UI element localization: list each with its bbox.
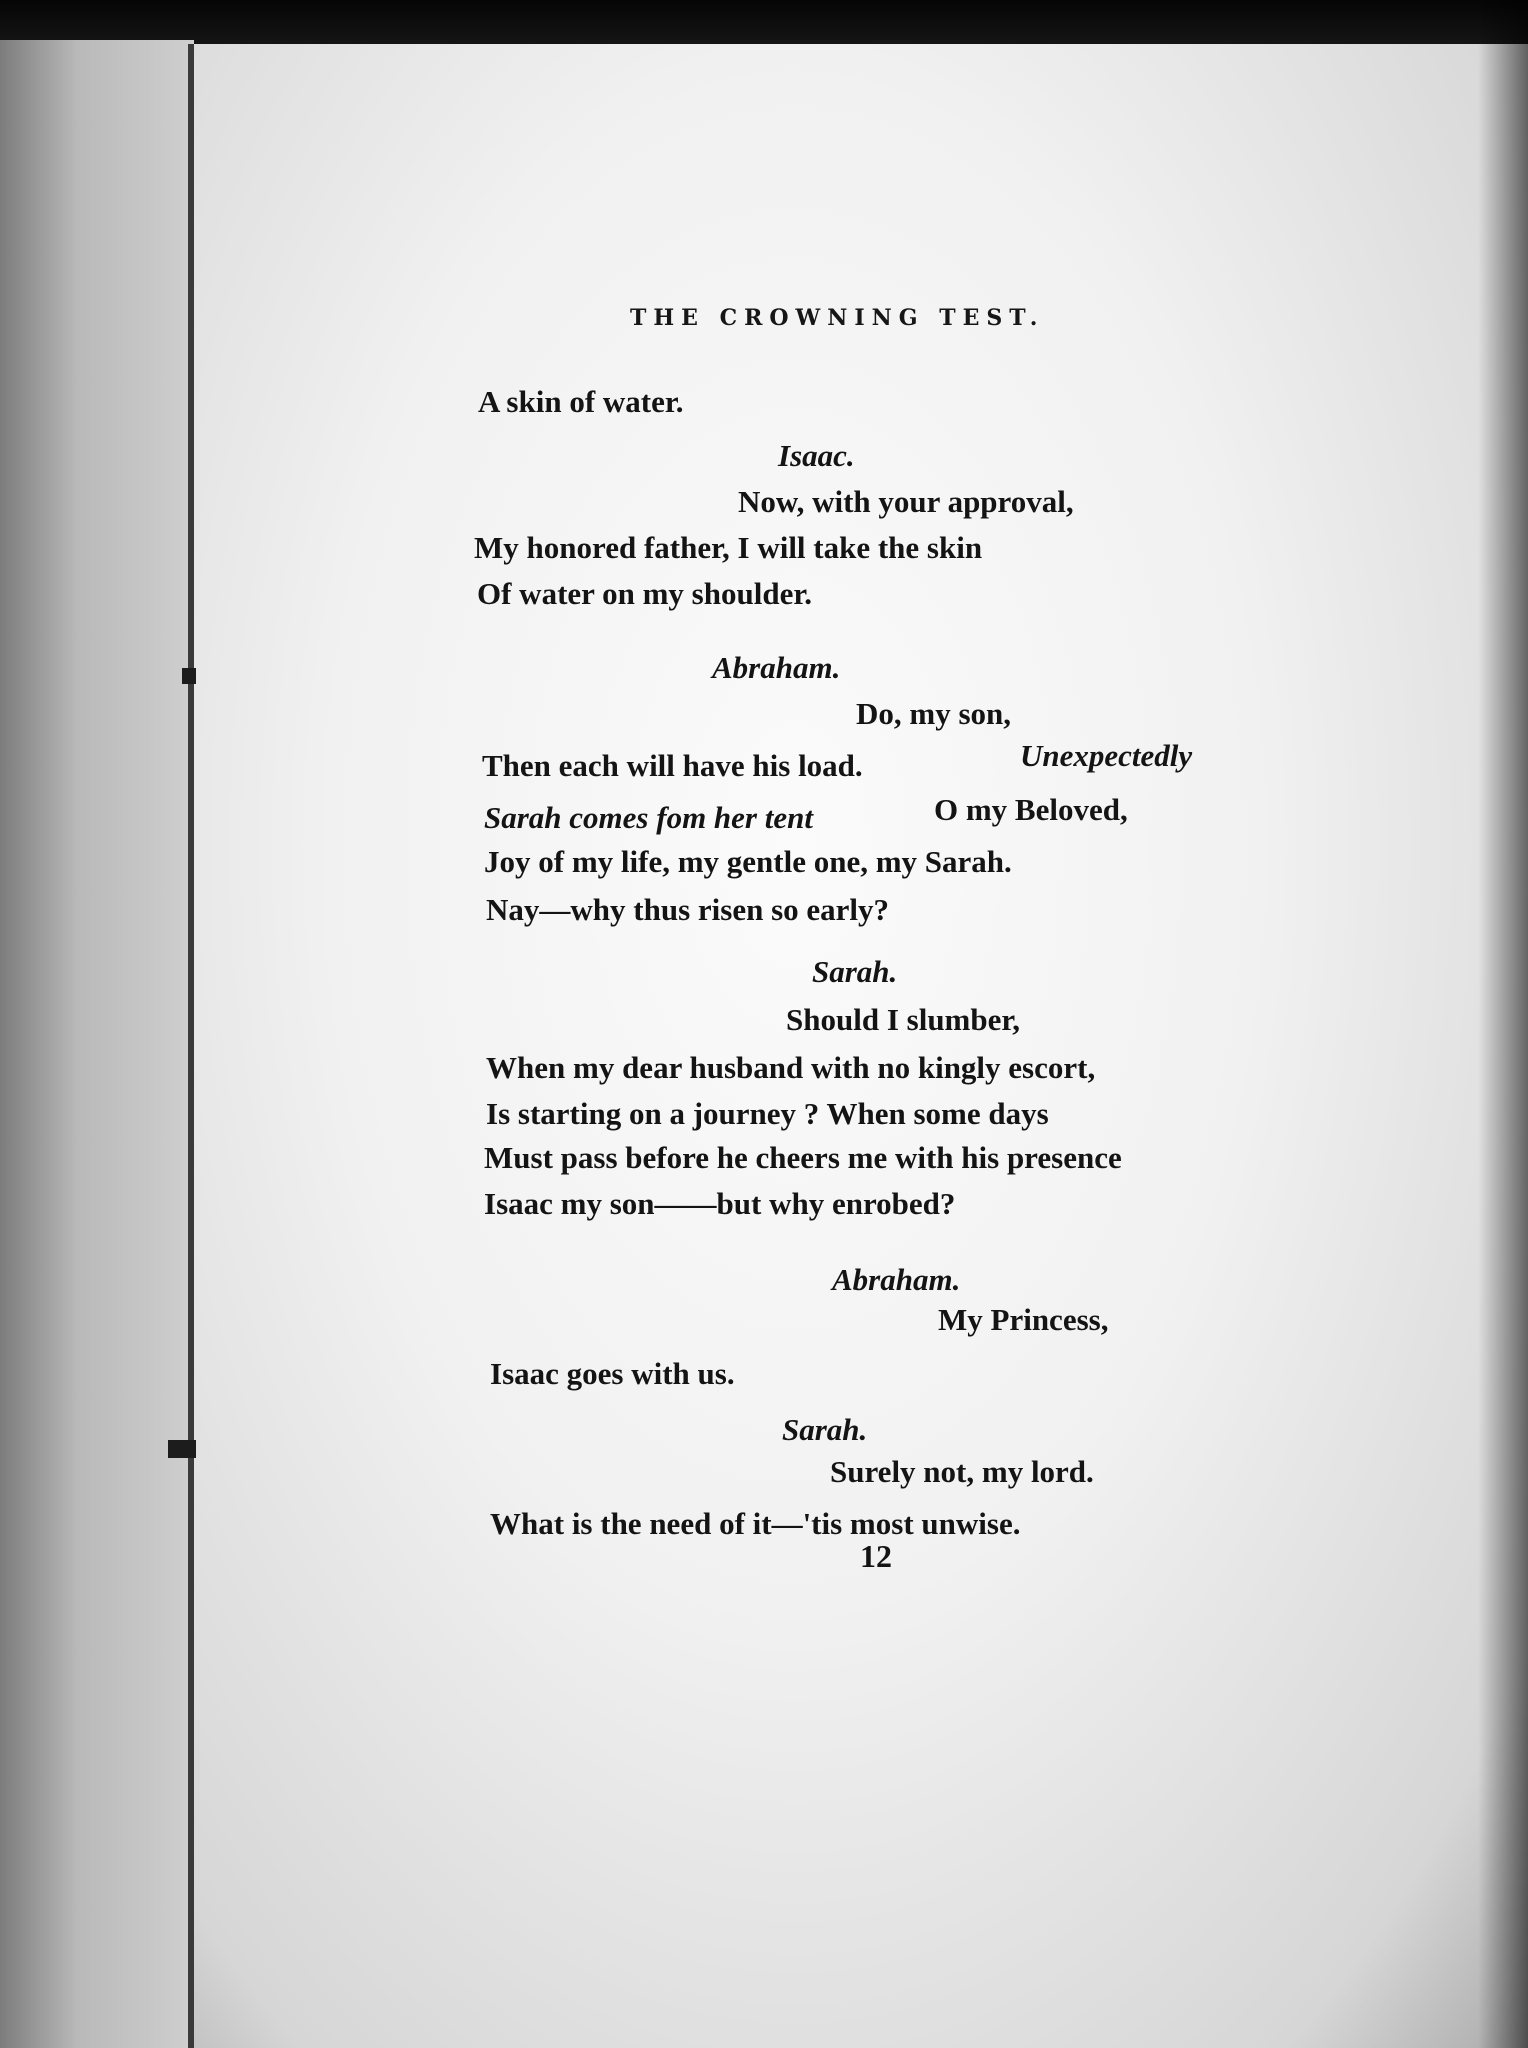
verse-line: Surely not, my lord. bbox=[830, 1454, 1094, 1489]
scan-right-shadow bbox=[1478, 0, 1528, 2048]
gutter-mark bbox=[182, 668, 196, 684]
verse-line: Must pass before he cheers me with his presence bbox=[484, 1140, 1122, 1175]
book-page bbox=[194, 44, 1528, 2048]
facing-page-edge bbox=[0, 40, 194, 2048]
verse-line: My honored father, I will take the skin bbox=[474, 530, 983, 565]
verse-line: Now, with your approval, bbox=[738, 484, 1074, 519]
verse-line: Is starting on a journey ? When some days bbox=[486, 1096, 1049, 1131]
verse-line: Joy of my life, my gentle one, my Sarah. bbox=[484, 844, 1012, 879]
speaker-name: Abraham. bbox=[712, 650, 841, 685]
verse-line: When my dear husband with no kingly escort, bbox=[486, 1050, 1096, 1085]
speaker-name: Sarah. bbox=[812, 954, 898, 989]
verse-line: A skin of water. bbox=[478, 384, 684, 419]
verse-line: What is the need of it—'tis most unwise. bbox=[490, 1506, 1021, 1541]
verse-line: My Princess, bbox=[938, 1302, 1109, 1337]
speaker-name: Abraham. bbox=[832, 1262, 961, 1297]
verse-line: Isaac my son——but why enrobed? bbox=[484, 1186, 956, 1221]
verse-line: Should I slumber, bbox=[786, 1002, 1021, 1037]
gutter-mark bbox=[168, 1440, 196, 1458]
speaker-name: Isaac. bbox=[778, 438, 855, 473]
verse-line: Isaac goes with us. bbox=[490, 1356, 735, 1391]
stage-direction: Sarah comes fom her tent bbox=[484, 800, 813, 835]
page-number: 12 bbox=[860, 1538, 892, 1574]
speaker-name: Sarah. bbox=[782, 1412, 868, 1447]
verse-line: O my Beloved, bbox=[934, 792, 1128, 827]
running-head: THE CROWNING TEST. bbox=[630, 305, 1045, 331]
verse-line: Nay—why thus risen so early? bbox=[486, 892, 890, 927]
stage-direction: Unexpectedly bbox=[1020, 738, 1193, 773]
verse-line: Of water on my shoulder. bbox=[477, 576, 812, 611]
verse-line: Do, my son, bbox=[856, 696, 1012, 731]
verse-line: Then each will have his load. bbox=[482, 748, 863, 783]
